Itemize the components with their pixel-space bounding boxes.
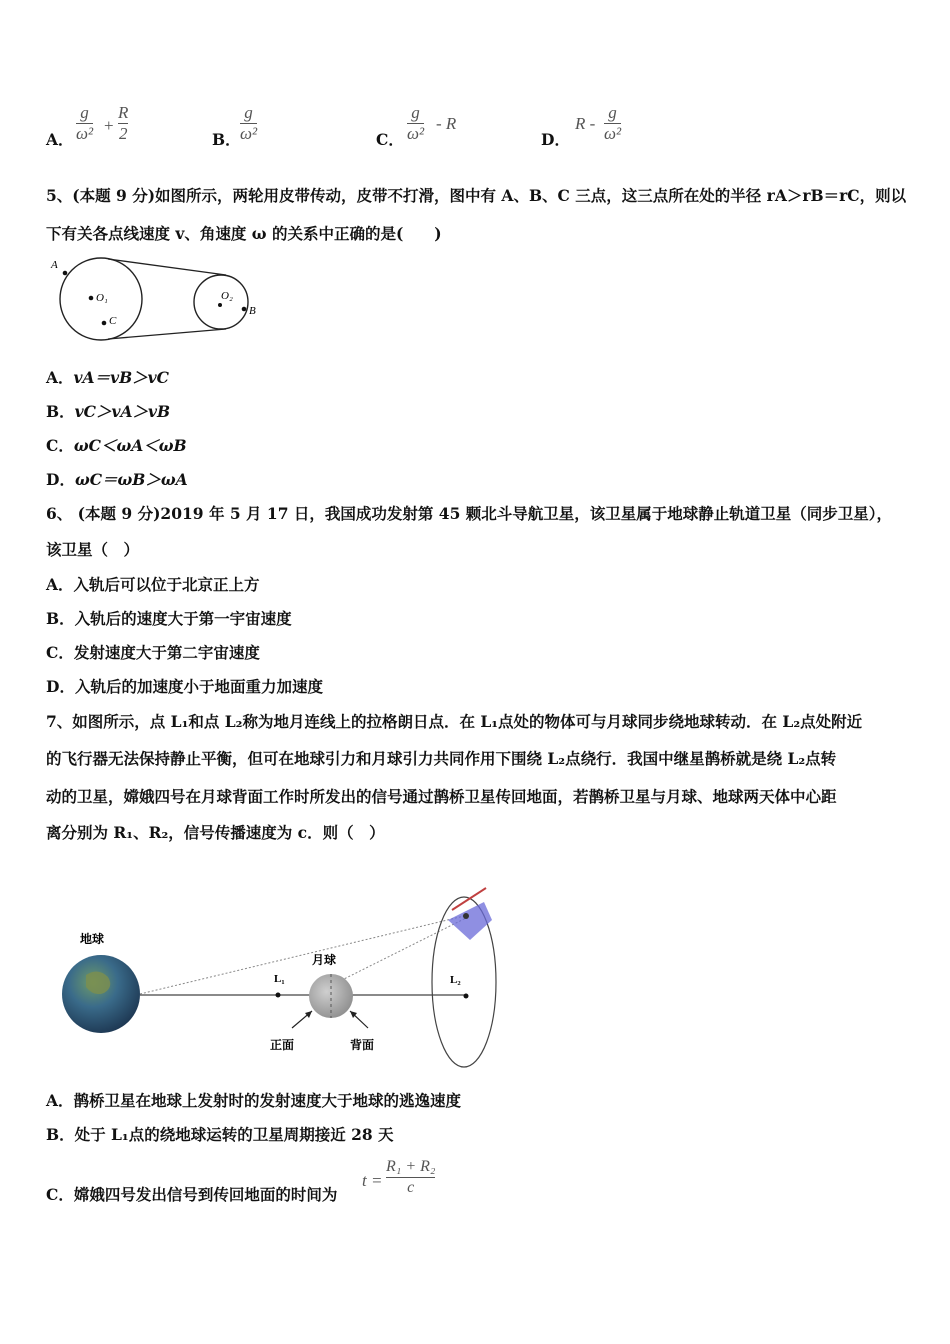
lagrange-point-figure xyxy=(56,880,506,1070)
l2-label: L₂ xyxy=(450,974,461,986)
l1-dot xyxy=(276,993,281,998)
q7-option-a: A．鹊桥卫星在地球上发射时的发射速度大于地球的逃逸速度 xyxy=(46,1091,462,1110)
q7-stem-line-1: 7、如图所示，点 L₁和点 L₂称为地月连线上的拉格朗日点．在 L₁点处的物体可与月球同步绕地球转动．在 L₂点处附近 xyxy=(46,712,863,731)
q7-stem-line-2: 的飞行器无法保持静止平衡，但可在地球引力和月球引力共同作用下围绕 L₂点绕行．我国中继星鹊桥就是绕 L₂点转 xyxy=(46,749,837,768)
earth xyxy=(62,955,140,1033)
l2-dot xyxy=(464,994,469,999)
q7-stem-line-4: 离分别为 R₁、R₂，信号传播速度为 c．则（ ） xyxy=(46,823,385,842)
point-c-label: C xyxy=(109,315,117,327)
q4-option-c-tail: - R xyxy=(436,114,457,133)
q7-option-b: B．处于 L₁点的绕地球运转的卫星周期接近 28 天 xyxy=(46,1125,394,1144)
q7-option-c-formula-fraction: R₁ + R₂ c xyxy=(386,1158,436,1196)
relay-satellite xyxy=(448,888,492,940)
q7-option-c-formula-lhs: t = xyxy=(362,1171,383,1190)
q6-option-b: B．入轨后的速度大于第一宇宙速度 xyxy=(46,609,292,628)
signal-line-moon xyxy=(334,918,466,984)
q4-option-d-lead: R - xyxy=(575,114,596,133)
front-arrowhead xyxy=(305,1011,312,1018)
q4-option-a-label: A． xyxy=(46,130,74,149)
small-wheel xyxy=(194,275,248,329)
q4-option-a-fraction-1: g ω² xyxy=(76,103,94,143)
point-c-dot xyxy=(102,321,107,326)
point-a-label: A xyxy=(51,259,58,271)
point-b-dot xyxy=(242,307,247,312)
q6-option-a: A．入轨后可以位于北京正上方 xyxy=(46,575,260,594)
l1-label: L₁ xyxy=(274,973,285,985)
front-label: 正面 xyxy=(270,1038,295,1052)
earth-label: 地球 xyxy=(80,932,105,946)
center-o1-dot xyxy=(89,296,94,301)
q4-option-b-fraction: g ω² xyxy=(240,103,258,143)
center-o2-label: O₂ xyxy=(221,290,233,302)
q5-option-d: D．ωC＝ωB＞ωA xyxy=(46,470,188,489)
point-a-dot xyxy=(63,271,68,276)
signal-line-earth xyxy=(140,916,464,994)
q7-option-c: C．嫦娥四号发出信号到传回地面的时间为 xyxy=(46,1185,338,1204)
q5-option-a: A．vA＝vB＞vC xyxy=(46,368,170,387)
q5-option-c: C．ωC＜ωA＜ωB xyxy=(46,436,187,455)
q4-option-d-fraction: g ω² xyxy=(604,103,622,143)
q5-stem-line-2: 下有关各点线速度 v、角速度 ω 的关系中正确的是( ) xyxy=(46,224,442,243)
center-o2-dot xyxy=(218,303,222,307)
q6-stem-line-2: 该卫星（ ） xyxy=(46,540,140,559)
belt-bottom xyxy=(108,329,226,339)
moon-label: 月球 xyxy=(312,953,337,967)
q6-stem-line-1: 6、 (本题 9 分)2019 年 5 月 17 日，我国成功发射第 45 颗北斗导航卫星，该卫星属于地球静止轨道卫星（同步卫星）， xyxy=(46,504,893,523)
q6-option-d: D．入轨后的加速度小于地面重力加速度 xyxy=(46,677,323,696)
q4-option-a-plus: + xyxy=(104,116,114,135)
q4-option-d-label: D． xyxy=(541,130,570,149)
q4-option-c-fraction: g ω² xyxy=(407,103,425,143)
back-label: 背面 xyxy=(350,1038,375,1052)
q6-option-c: C．发射速度大于第二宇宙速度 xyxy=(46,643,260,662)
center-o1-label: O₁ xyxy=(96,292,108,304)
q5-option-b: B．vC＞vA＞vB xyxy=(46,402,171,421)
q4-option-a-fraction-2: R 2 xyxy=(118,103,129,143)
belt-pulley-figure xyxy=(46,256,276,346)
q4-option-b-label: B． xyxy=(212,130,241,149)
point-b-label: B xyxy=(249,305,256,317)
q5-stem-line-1: 5、(本题 9 分)如图所示，两轮用皮带传动，皮带不打滑，图中有 A、B、C 三点，这三点所在处的半径 rA＞rB＝rC，则以 xyxy=(46,186,907,205)
q4-option-c-label: C． xyxy=(376,130,404,149)
q7-stem-line-3: 动的卫星，嫦娥四号在月球背面工作时所发出的信号通过鹊桥卫星传回地面，若鹊桥卫星与月球、地球两天体中心距 xyxy=(46,787,837,806)
